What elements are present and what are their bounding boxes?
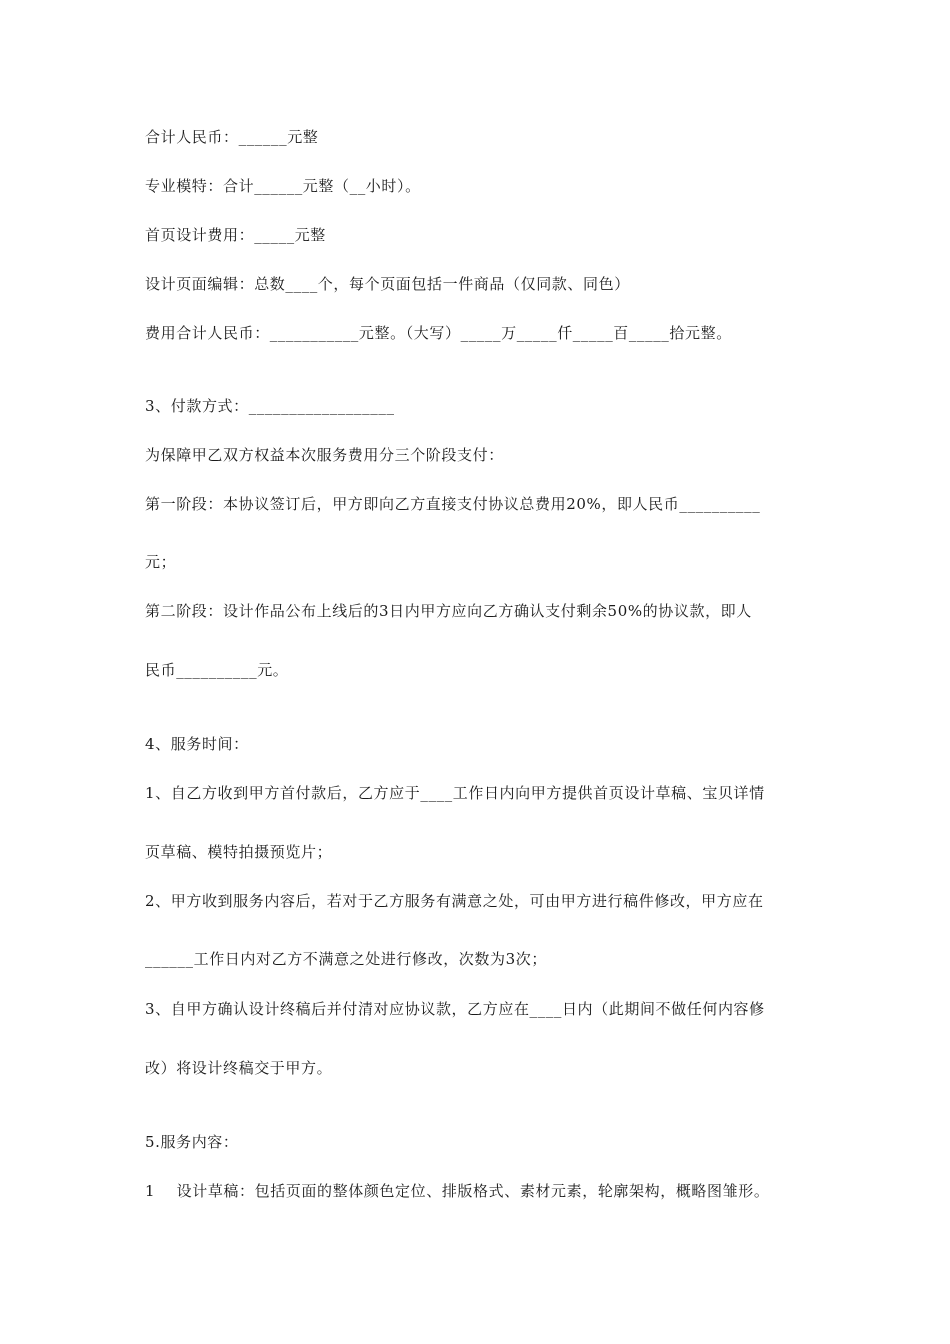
text-line: 为保障甲乙双方权益本次服务费用分三个阶段支付：	[145, 446, 504, 464]
text-line: ______工作日内对乙方不满意之处进行修改，次数为3次；	[145, 950, 547, 968]
text-line: 第二阶段：设计作品公布上线后的3日内甲方应向乙方确认支付剩余50%的协议款，即人	[145, 602, 752, 620]
text-line: 5.服务内容：	[145, 1133, 239, 1151]
text-line: 专业模特：合计______元整（__小时）。	[145, 177, 421, 195]
text-line: 2、甲方收到服务内容后，若对于乙方服务有满意之处，可由甲方进行稿件修改，甲方应在	[145, 892, 764, 910]
text-line: 3、付款方式：__________________	[145, 397, 395, 415]
text-line: 第一阶段：本协议签订后，甲方即向乙方直接支付协议总费用20%，即人民币__________	[145, 495, 761, 513]
text-line: 1、自乙方收到甲方首付款后，乙方应于____工作日内向甲方提供首页设计草稿、宝贝详情	[145, 784, 765, 802]
text-line: 设计页面编辑：总数____个，每个页面包括一件商品（仅同款、同色）	[145, 275, 630, 293]
text-line: 3、自甲方确认设计终稿后并付清对应协议款，乙方应在____日内（此期间不做任何内容修	[145, 1000, 765, 1018]
text-line: 首页设计费用：_____元整	[145, 226, 326, 244]
text-line: 元；	[145, 553, 177, 571]
text-line: 费用合计人民币：___________元整。（大写）_____万_____仟_____百_____拾元整。	[145, 324, 732, 342]
text-line: 页草稿、模特拍摄预览片；	[145, 843, 333, 861]
text-line: 合计人民币：______元整	[145, 128, 319, 146]
text-line: 4、服务时间：	[145, 735, 249, 753]
text-line: 改）将设计终稿交于甲方。	[145, 1059, 333, 1077]
text-line: 民币__________元。	[145, 661, 289, 679]
text-line: 1 设计草稿：包括页面的整体颜色定位、排版格式、素材元素，轮廓架构，概略图雏形。	[145, 1182, 770, 1200]
